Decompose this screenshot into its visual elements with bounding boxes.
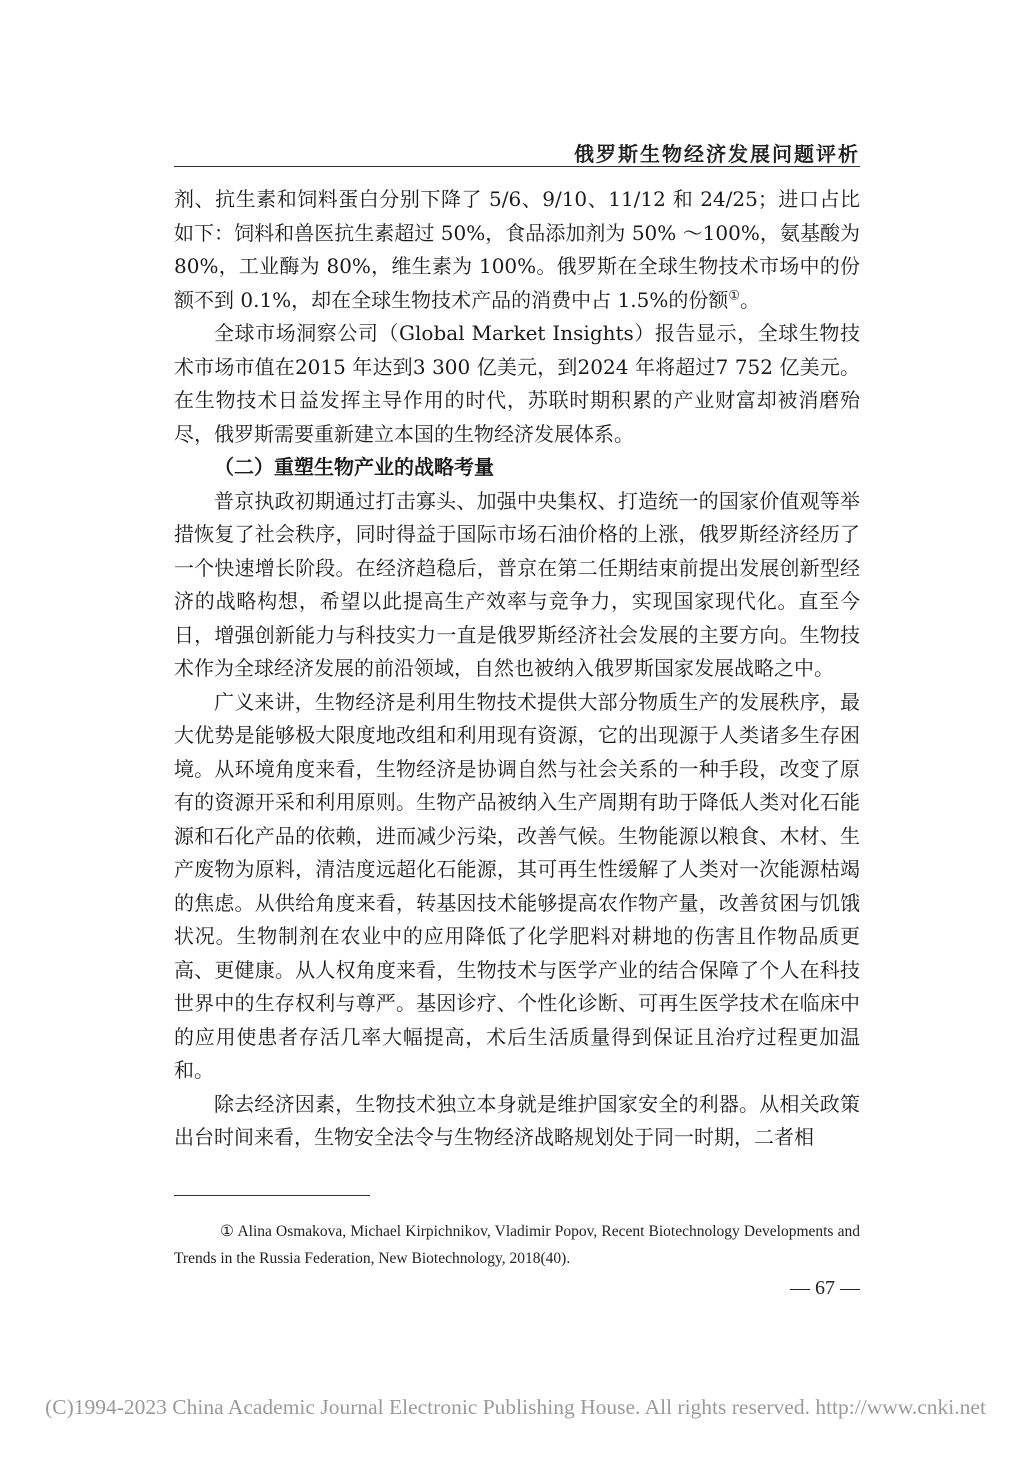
paragraph-3: 普京执政初期通过打击寡头、加强中央集权、打造统一的国家价值观等举措恢复了社会秩序，同时得益于国际市场石油价格的上涨，俄罗斯经济经历了一个快速增长阶段。在经济趋稳后，普京在第二任期结束前提出发展创新型经济的战略构想，希望以此提高生产效率与竞争力，实现国家现代化。直至今日，增强创新能力与科技实力一直是俄罗斯经济社会发展的主要方向。生物技术作为全球经济发展的前沿领域，自然也被纳入俄罗斯国家发展战略之中。 [174,488,860,680]
footnote-marker[interactable]: ① [728,287,740,303]
header-rule [174,166,860,167]
copyright-watermark: (C)1994-2023 China Academic Journal Electronic Publishing House. All rights reserved. http://www.cnki.net [45,1395,986,1419]
paragraph-5: 除去经济因素，生物技术独立本身就是维护国家安全的利器。从相关政策出台时间来看，生物安全法令与生物经济战略规划处于同一时期，二者相 [174,1091,860,1149]
footnote: ① Alina Osmakova, Michael Kirpichnikov, Vladimir Popov, Recent Biotechnology Developments and Trends in the Russia Federation, New Biotechnology, 2018(40). [174,1223,860,1267]
paragraph-1 [174,183,860,317]
paragraph-1-end: 。 [740,287,760,312]
footnote-rule [174,1195,370,1196]
paragraph-4: 广义来讲，生物经济是利用生物技术提供大部分物质生产的发展秩序，最大优势是能够极大限度地改组和利用现有资源，它的出现源于人类诸多生存困境。从环境角度来看，生物经济是协调自然与社会关系的一种手段，改变了原有的资源开采和利用原则。生物产品被纳入生产周期有助于降低人类对化石能源和石化产品的依赖，进而减少污染，改善气候。生物能源以粮食、木材、生产废物为原料，清洁度远超化石能源，其可再生性缓解了人类对一次能源枯竭的焦虑。从供给角度来看，转基因技术能够提高农作物产量，改善贫困与饥饿状况。生物制剂在农业中的应用降低了化学肥料对耕地的伤害且作物品质更高、更健康。从人权角度来看，生物技术与医学产业的结合保障了个人在科技世界中的生存权利与尊严。基因诊疗、个性化诊断、可再生医学技术在临床中的应用使患者存活几率大幅提高，术后生活质量得到保证且治疗过程更加温和。 [174,689,860,1082]
running-head: 俄罗斯生物经济发展问题评析 [574,142,860,166]
body-text [174,183,860,1155]
section-heading: （二）重塑生物产业的战略考量 [214,455,494,479]
page-number: — 67 — [790,1277,860,1299]
paragraph-2: 全球市场洞察公司（Global Market Insights）报告显示，全球生物技术市场市值在2015 年达到3 300 亿美元，到2024 年将超过7 752 亿美元。在生物技术日益发挥主导作用的时代，苏联时期积累的产业财富却被消磨殆尽，俄罗斯需要重新建立本国的生物经济发展体系。 [174,321,860,446]
paragraph-1-text: 剂、抗生素和饲料蛋白分别下降了 5/6、9/10、11/12 和 24/25；进口占比如下：饲料和兽医抗生素超过 50%，食品添加剂为 50% ～100%，氨基酸为 80%，工业酶为 80%，维生素为 100%。俄罗斯在全球生物技术市场中的份额不到 0.1%，却在全球生物技术产品的消费中占 1.5%的份额 [174,187,860,312]
